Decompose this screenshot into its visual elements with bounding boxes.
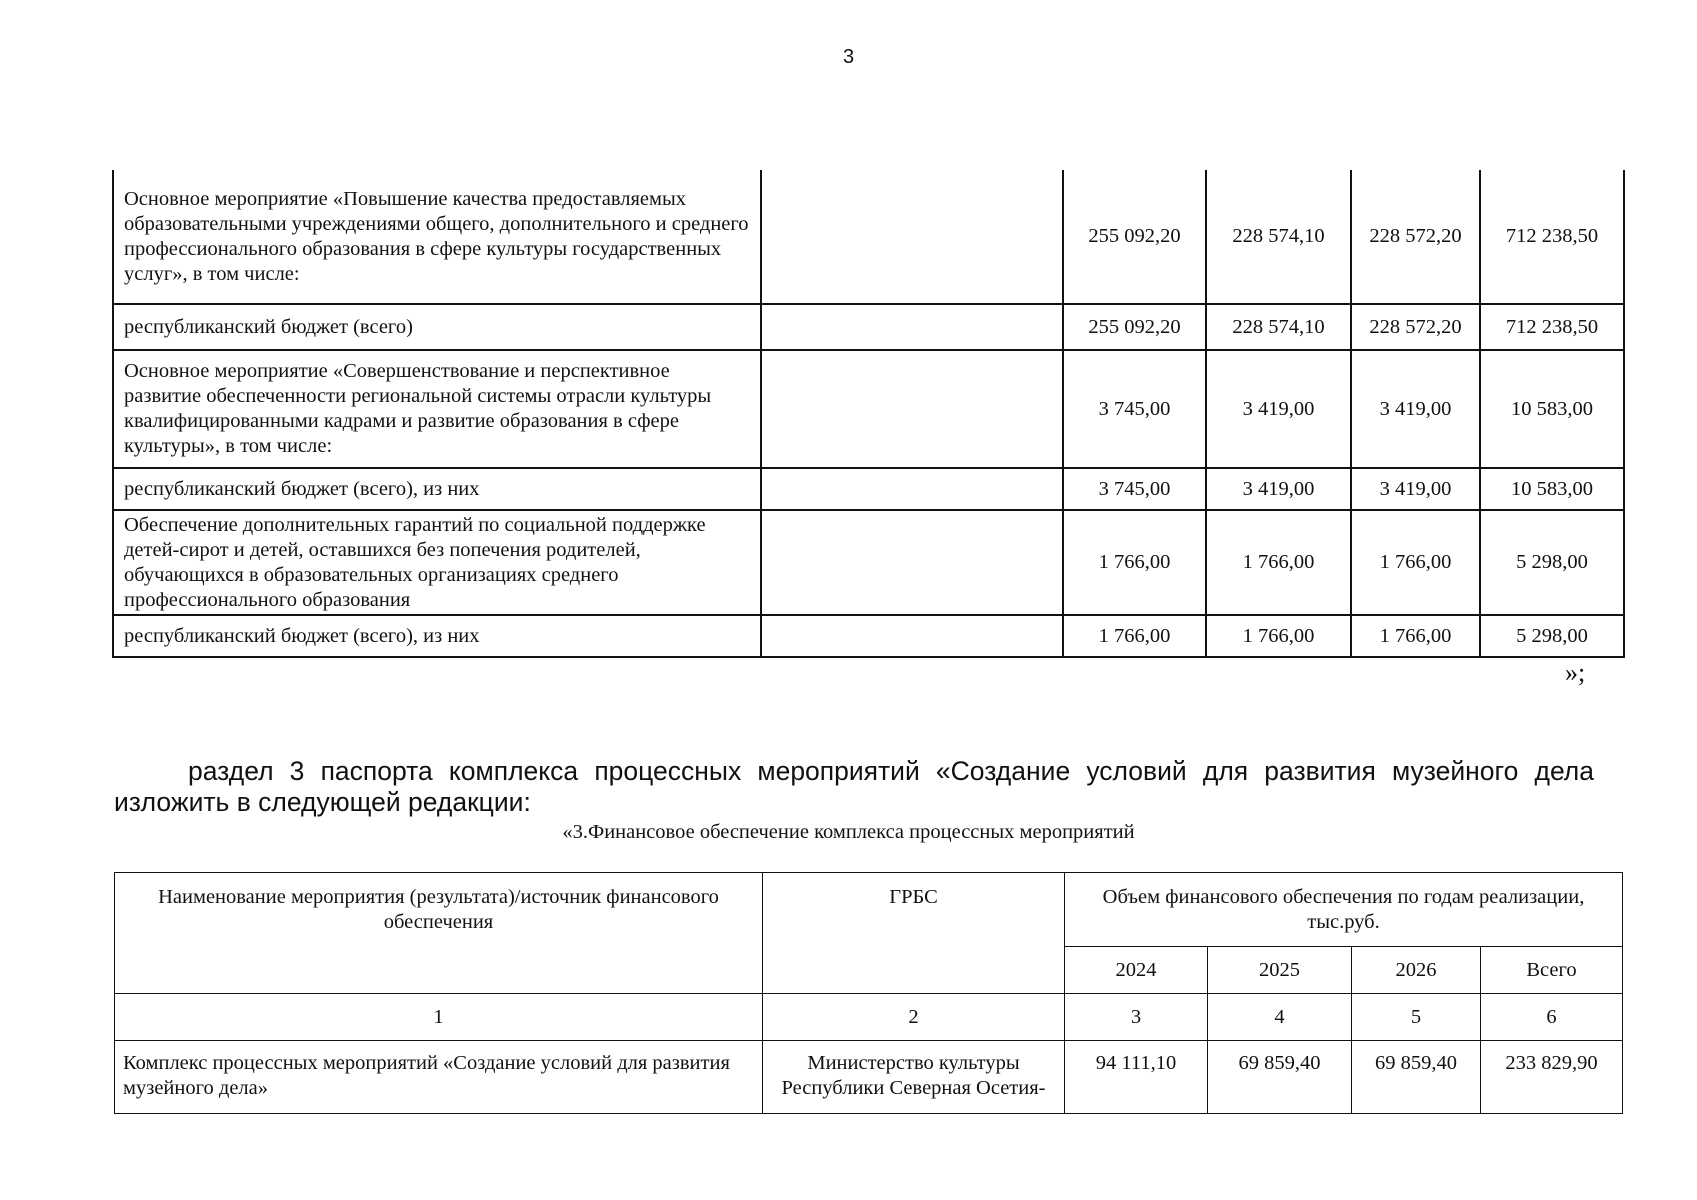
header-volume-cell: Объем финансового обеспечения по годам реализации, тыс.руб.: [1065, 873, 1623, 947]
header-year-2025: 2025: [1208, 947, 1352, 994]
row-2026-cell: 3 419,00: [1351, 350, 1480, 468]
table-row: [113, 350, 1624, 468]
row-grbs-cell: [761, 304, 1063, 350]
row-2025-cell: 228 574,10: [1206, 304, 1351, 350]
row-2026-cell: 228 572,20: [1351, 304, 1480, 350]
row-2024-cell: 255 092,20: [1063, 304, 1206, 350]
row-total-cell: 10 583,00: [1480, 350, 1624, 468]
row-grbs-cell: [761, 510, 1063, 615]
row-total-cell: 5 298,00: [1480, 615, 1624, 657]
column-number: 4: [1208, 994, 1352, 1041]
column-number: 6: [1481, 994, 1623, 1041]
row-grbs-cell: [761, 350, 1063, 468]
row-2024-cell: 255 092,20: [1063, 170, 1206, 304]
column-number: 3: [1065, 994, 1208, 1041]
row-2026-cell: 69 859,40: [1352, 1041, 1481, 1114]
table-row: [113, 304, 1624, 350]
row-2024-cell: 1 766,00: [1063, 615, 1206, 657]
table-row: [113, 510, 1624, 615]
row-2025-cell: 1 766,00: [1206, 510, 1351, 615]
row-2026-cell: 1 766,00: [1351, 615, 1480, 657]
row-grbs-cell: [761, 170, 1063, 304]
section-title: «3.Финансовое обеспечение комплекса процессных мероприятий: [562, 821, 1135, 843]
row-grbs-cell: [761, 615, 1063, 657]
row-name-cell: Основное мероприятие «Повышение качества предоставляемых образовательными учреждениями общего, дополнительного и среднего профессионального образования в сфере культуры государственных услуг», в том числе:: [113, 170, 761, 304]
column-number: 2: [763, 994, 1065, 1041]
row-total-cell: 233 829,90: [1481, 1041, 1623, 1114]
row-2024-cell: 3 745,00: [1063, 468, 1206, 510]
row-2025-cell: 228 574,10: [1206, 170, 1351, 304]
table-row: [113, 615, 1624, 657]
table-row: [115, 1041, 1623, 1114]
table-header-row: [115, 873, 1623, 947]
header-year-2026: 2026: [1352, 947, 1481, 994]
column-number: 1: [115, 994, 763, 1041]
body-paragraph: раздел 3 паспорта комплекса процессных мероприятий «Создание условий для развития музейного дела изложить в следующей редакции:: [114, 756, 1594, 817]
table-row: [113, 468, 1624, 510]
column-number: 5: [1352, 994, 1481, 1041]
row-name-cell: республиканский бюджет (всего), из них: [113, 468, 761, 510]
row-2024-cell: 94 111,10: [1065, 1041, 1208, 1114]
funding-table: [114, 872, 1623, 1114]
column-numbers-row: [115, 994, 1623, 1041]
row-2025-cell: 3 419,00: [1206, 350, 1351, 468]
header-grbs-cell: ГРБС: [763, 873, 1065, 994]
row-total-cell: 10 583,00: [1480, 468, 1624, 510]
row-name-cell: республиканский бюджет (всего), из них: [113, 615, 761, 657]
row-name-cell: Комплекс процессных мероприятий «Создание условий для развития музейного дела»: [115, 1041, 763, 1114]
table-row: [113, 170, 1624, 304]
row-name-cell: республиканский бюджет (всего): [113, 304, 761, 350]
row-2025-cell: 69 859,40: [1208, 1041, 1352, 1114]
row-2025-cell: 3 419,00: [1206, 468, 1351, 510]
row-total-cell: 712 238,50: [1480, 304, 1624, 350]
row-2024-cell: 1 766,00: [1063, 510, 1206, 615]
row-name-cell: Обеспечение дополнительных гарантий по социальной поддержке детей-сирот и детей, оставшихся без попечения родителей, обучающихся в образовательных организациях среднего профессионального образования: [113, 510, 761, 615]
header-year-2024: 2024: [1065, 947, 1208, 994]
row-2026-cell: 228 572,20: [1351, 170, 1480, 304]
closing-quote: »;: [1565, 658, 1586, 687]
row-2025-cell: 1 766,00: [1206, 615, 1351, 657]
row-grbs-cell: [761, 468, 1063, 510]
row-total-cell: 5 298,00: [1480, 510, 1624, 615]
row-2024-cell: 3 745,00: [1063, 350, 1206, 468]
row-name-cell: Основное мероприятие «Совершенствование и перспективное развитие обеспеченности региональной системы отрасли культуры квалифицированными кадрами и развитие образования в сфере культуры», в том числе:: [113, 350, 761, 468]
row-2026-cell: 3 419,00: [1351, 468, 1480, 510]
funding-table-continued: [112, 170, 1625, 658]
page-number: 3: [842, 46, 855, 68]
row-grbs-cell: Министерство культуры Республики Северная Осетия-: [763, 1041, 1065, 1114]
row-2026-cell: 1 766,00: [1351, 510, 1480, 615]
row-total-cell: 712 238,50: [1480, 170, 1624, 304]
header-name-cell: Наименование мероприятия (результата)/источник финансового обеспечения: [115, 873, 763, 994]
header-total: Всего: [1481, 947, 1623, 994]
